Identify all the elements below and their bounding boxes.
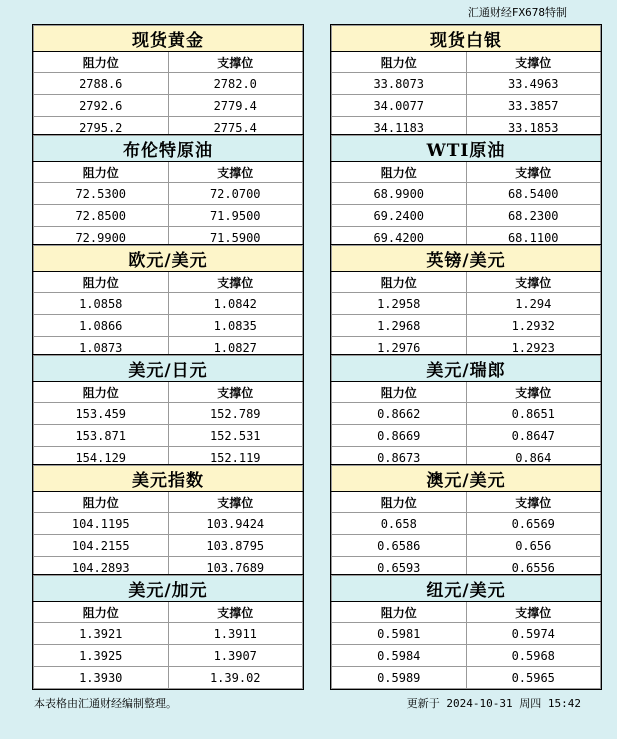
panel-brent [32,134,304,250]
panel-usdcad [32,574,304,690]
resistance-value: 0.8662 [332,403,467,425]
resistance-value: 0.5981 [332,623,467,645]
support-header: 支撑位 [168,382,303,403]
support-value: 2779.4 [168,95,303,117]
resistance-value: 68.9900 [332,183,467,205]
support-value: 33.1853 [466,117,601,139]
support-value: 0.5974 [466,623,601,645]
resistance-value: 69.4200 [332,227,467,249]
panel-title: 英镑/美元 [332,246,601,272]
resistance-value: 104.2893 [34,557,169,579]
resistance-value: 72.8500 [34,205,169,227]
support-value: 103.8795 [168,535,303,557]
resistance-value: 0.6593 [332,557,467,579]
resistance-value: 1.2958 [332,293,467,315]
support-value: 68.1100 [466,227,601,249]
levels-table [33,135,303,249]
support-header: 支撑位 [466,382,601,403]
panel-title: 现货黄金 [34,26,303,52]
resistance-value: 1.3921 [34,623,169,645]
levels-table [33,245,303,359]
panel-title: 美元指数 [34,466,303,492]
resistance-value: 1.2968 [332,315,467,337]
support-value: 0.8647 [466,425,601,447]
resistance-value: 72.5300 [34,183,169,205]
credit-label: 汇通财经FX678特制 [467,6,567,19]
resistance-value: 0.5989 [332,667,467,689]
panel-usdjpy [32,354,304,470]
resistance-header: 阻力位 [34,162,169,183]
levels-table [331,135,601,249]
panel-nzdusd [330,574,602,690]
support-value: 1.2932 [466,315,601,337]
panel-title: 现货白银 [332,26,601,52]
resistance-value: 69.2400 [332,205,467,227]
support-value: 103.9424 [168,513,303,535]
support-value: 68.2300 [466,205,601,227]
resistance-value: 104.1195 [34,513,169,535]
support-value: 0.6556 [466,557,601,579]
panel-title: 澳元/美元 [332,466,601,492]
panel-title: 美元/加元 [34,576,303,602]
resistance-header: 阻力位 [332,162,467,183]
support-value: 0.5965 [466,667,601,689]
support-value: 2782.0 [168,73,303,95]
support-value: 1.0827 [168,337,303,359]
resistance-value: 34.1183 [332,117,467,139]
support-value: 103.7689 [168,557,303,579]
panel-title: WTI原油 [332,136,601,162]
support-header: 支撑位 [168,162,303,183]
resistance-header: 阻力位 [332,382,467,403]
resistance-header: 阻力位 [332,52,467,73]
resistance-header: 阻力位 [34,492,169,513]
support-value: 68.5400 [466,183,601,205]
panel-silver [330,24,602,140]
support-value: 71.5900 [168,227,303,249]
levels-table [331,245,601,359]
support-value: 152.531 [168,425,303,447]
support-value: 0.656 [466,535,601,557]
resistance-value: 0.5984 [332,645,467,667]
support-header: 支撑位 [466,162,601,183]
panel-wti [330,134,602,250]
support-header: 支撑位 [168,492,303,513]
support-value: 72.0700 [168,183,303,205]
panel-dxy [32,464,304,580]
levels-table [33,465,303,579]
panel-gbpusd [330,244,602,360]
support-value: 152.119 [168,447,303,469]
support-value: 152.789 [168,403,303,425]
resistance-value: 1.3930 [34,667,169,689]
levels-table [331,575,601,689]
support-value: 0.864 [466,447,601,469]
panel-eurusd [32,244,304,360]
support-value: 0.5968 [466,645,601,667]
panel-gold [32,24,304,140]
support-value: 1.0835 [168,315,303,337]
resistance-value: 1.2976 [332,337,467,359]
resistance-value: 33.8073 [332,73,467,95]
panel-usdchf [330,354,602,470]
support-value: 1.2923 [466,337,601,359]
panel-audusd [330,464,602,580]
panel-title: 美元/瑞郎 [332,356,601,382]
support-value: 33.4963 [466,73,601,95]
panel-title: 美元/日元 [34,356,303,382]
resistance-value: 1.0858 [34,293,169,315]
panel-title: 布伦特原油 [34,136,303,162]
levels-table [33,25,303,139]
support-value: 0.6569 [466,513,601,535]
resistance-value: 72.9900 [34,227,169,249]
resistance-value: 104.2155 [34,535,169,557]
support-value: 1.39.02 [168,667,303,689]
support-value: 1.294 [466,293,601,315]
resistance-value: 0.658 [332,513,467,535]
support-header: 支撑位 [168,602,303,623]
support-value: 33.3857 [466,95,601,117]
resistance-value: 0.8673 [332,447,467,469]
support-header: 支撑位 [168,272,303,293]
resistance-value: 154.129 [34,447,169,469]
resistance-header: 阻力位 [34,52,169,73]
levels-table [331,465,601,579]
footer-note: 本表格由汇通财经编制整理。 [34,697,177,710]
support-value: 1.0842 [168,293,303,315]
resistance-value: 153.871 [34,425,169,447]
support-value: 2775.4 [168,117,303,139]
resistance-value: 0.6586 [332,535,467,557]
support-header: 支撑位 [466,52,601,73]
levels-table [33,575,303,689]
resistance-value: 34.0077 [332,95,467,117]
levels-table [33,355,303,469]
resistance-header: 阻力位 [34,602,169,623]
levels-table [331,25,601,139]
resistance-value: 2788.6 [34,73,169,95]
resistance-value: 0.8669 [332,425,467,447]
resistance-value: 2792.6 [34,95,169,117]
support-header: 支撑位 [168,52,303,73]
support-header: 支撑位 [466,492,601,513]
resistance-header: 阻力位 [34,272,169,293]
support-value: 0.8651 [466,403,601,425]
support-header: 支撑位 [466,272,601,293]
resistance-value: 153.459 [34,403,169,425]
resistance-value: 1.0866 [34,315,169,337]
resistance-value: 1.0873 [34,337,169,359]
resistance-header: 阻力位 [34,382,169,403]
support-header: 支撑位 [466,602,601,623]
panel-title: 欧元/美元 [34,246,303,272]
resistance-header: 阻力位 [332,492,467,513]
resistance-header: 阻力位 [332,272,467,293]
support-value: 71.9500 [168,205,303,227]
panel-title: 纽元/美元 [332,576,601,602]
resistance-header: 阻力位 [332,602,467,623]
support-value: 1.3907 [168,645,303,667]
update-timestamp: 更新于 2024-10-31 周四 15:42 [406,697,581,710]
resistance-value: 2795.2 [34,117,169,139]
resistance-value: 1.3925 [34,645,169,667]
levels-table [331,355,601,469]
support-value: 1.3911 [168,623,303,645]
